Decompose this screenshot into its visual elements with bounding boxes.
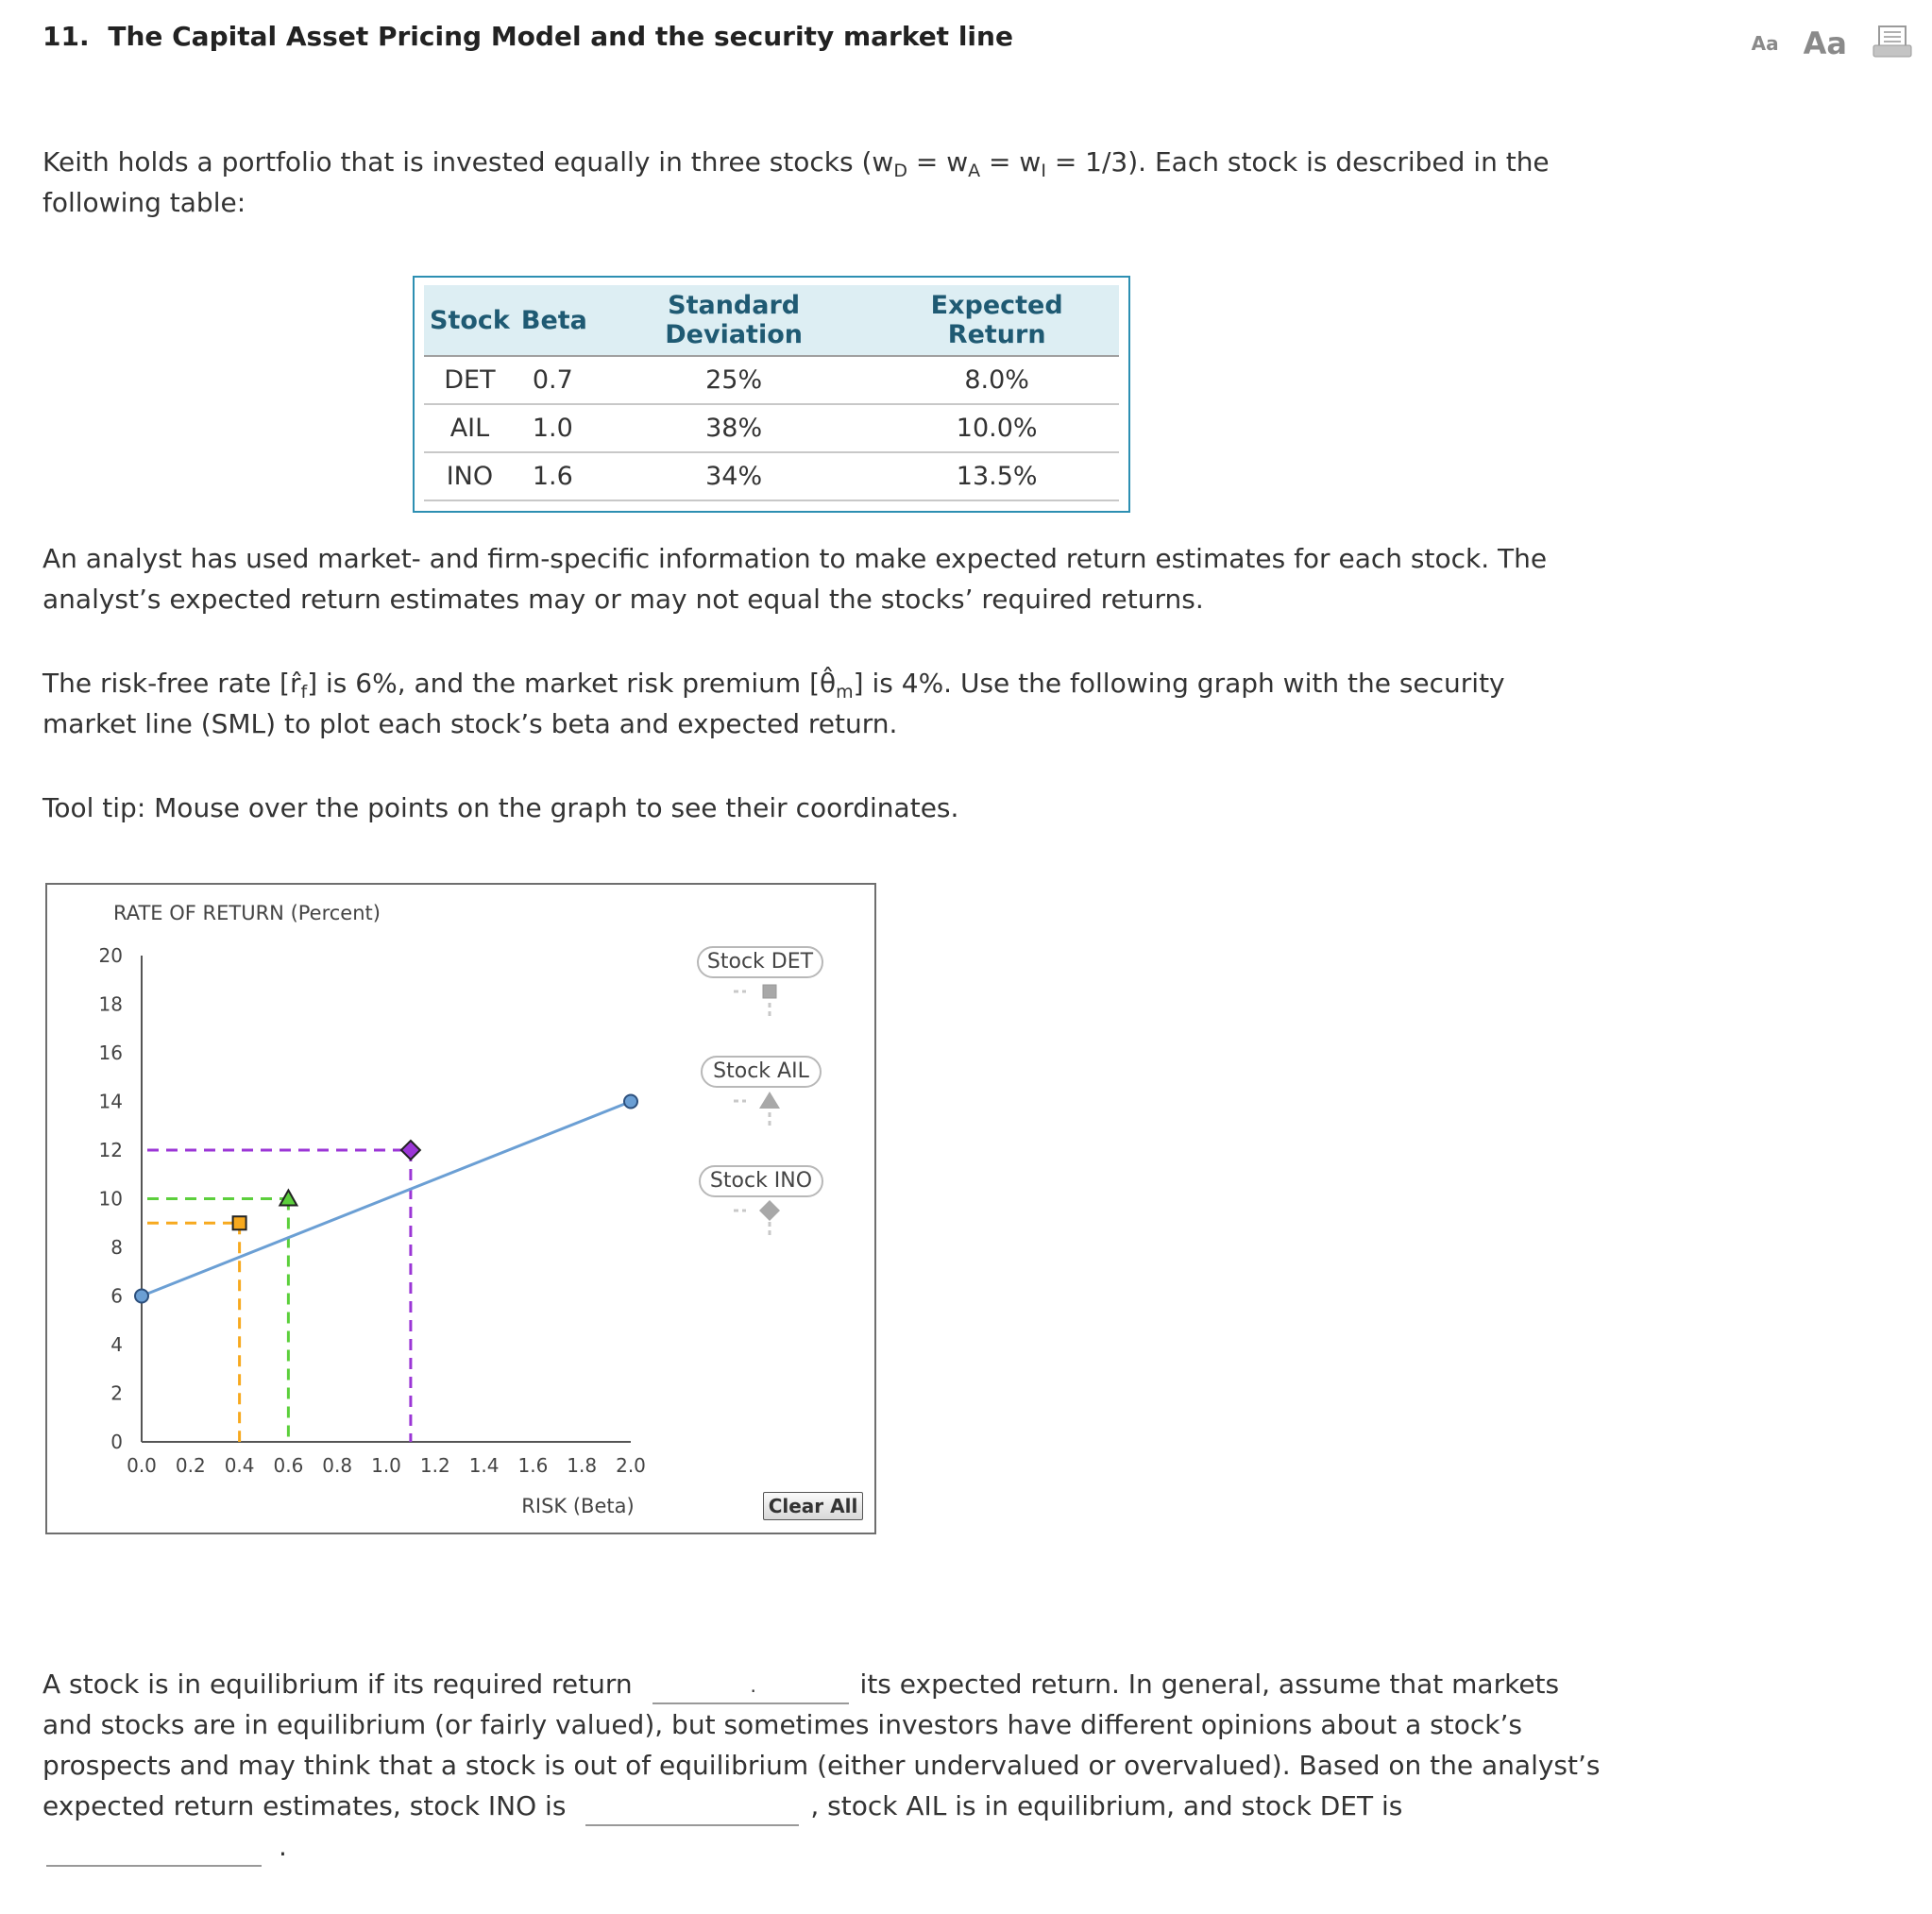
table-row xyxy=(424,356,1119,404)
question-title xyxy=(42,21,1013,52)
y-tick-label: 12 xyxy=(98,1139,123,1161)
stock-ino-tool[interactable]: Stock INO xyxy=(699,1165,823,1197)
x-tick-label: 0.4 xyxy=(224,1454,255,1477)
weight-sub-d: D xyxy=(893,161,907,181)
table-cell: 34% xyxy=(593,452,874,500)
tool-ail-marker[interactable] xyxy=(734,1092,780,1128)
stock-table xyxy=(413,276,1130,513)
x-tick-label: 1.4 xyxy=(468,1454,500,1477)
tool-ino-marker[interactable] xyxy=(734,1200,780,1239)
table-cell: 25% xyxy=(593,356,874,404)
intro-line-2: following table: xyxy=(42,187,246,218)
point-orange-square[interactable] xyxy=(233,1216,246,1229)
x-tick-label: 1.8 xyxy=(567,1454,598,1477)
equals-2: = xyxy=(980,146,1020,178)
rates-text-a: The risk-free rate [r̂ xyxy=(42,668,301,699)
rates-line-2: market line (SML) to plot each stock’s beta and expected return. xyxy=(42,708,898,739)
font-decrease-button[interactable]: Aa xyxy=(1751,32,1779,55)
font-increase-button[interactable]: Aa xyxy=(1803,25,1847,61)
column-header: Beta xyxy=(516,285,593,356)
table-cell: 1.6 xyxy=(516,452,593,500)
table-cell: 0.7 xyxy=(516,356,593,404)
equilibrium-line-5 xyxy=(42,1826,1600,1867)
sentence-end: . xyxy=(279,1831,287,1862)
y-tick-label: 10 xyxy=(98,1187,123,1211)
x-tick-label: 0.2 xyxy=(175,1454,206,1477)
table-cell: AIL xyxy=(424,404,516,452)
y-tick-label: 14 xyxy=(98,1090,123,1113)
table-row xyxy=(424,452,1119,500)
table-cell: INO xyxy=(424,452,516,500)
rf-subscript: f xyxy=(300,682,308,703)
plotted-points xyxy=(233,1141,420,1229)
table-header-row xyxy=(424,285,1119,356)
x-tick-label: 1.6 xyxy=(517,1454,549,1477)
table-cell: 38% xyxy=(593,404,874,452)
intro-line-1 xyxy=(42,142,1550,182)
x-axis-label: RISK (Beta) xyxy=(521,1495,635,1517)
y-tick-label: 8 xyxy=(110,1236,123,1259)
x-tick-label: 0.6 xyxy=(273,1454,304,1477)
equilibrium-line-2: and stocks are in equilibrium (or fairly valued), but sometimes investors have different opinions about a stock’s xyxy=(42,1709,1522,1740)
x-tick-label: 1.2 xyxy=(419,1454,450,1477)
clear-all-button[interactable]: Clear All xyxy=(763,1492,863,1520)
y-tick-label: 4 xyxy=(110,1333,123,1356)
column-header: Stock xyxy=(424,285,516,356)
analyst-line-2: analyst’s expected return estimates may or may not equal the stocks’ required returns. xyxy=(42,584,1204,615)
table-cell: 10.0% xyxy=(874,404,1119,452)
rates-line-1 xyxy=(42,663,1505,703)
sml-graph xyxy=(45,883,876,1534)
equilibrium-text-a: A stock is in equilibrium if its required return xyxy=(42,1668,633,1700)
tooltip-text: Tool tip: Mouse over the points on the graph to see their coordinates. xyxy=(42,792,959,823)
question-number: 11. xyxy=(42,21,90,52)
point-purple-diamond[interactable] xyxy=(401,1141,420,1160)
stock-det-tool[interactable]: Stock DET xyxy=(697,946,823,978)
equals-1: = xyxy=(907,146,947,178)
equilibrium-line-3: prospects and may think that a stock is out of equilibrium (either undervalued or overvalued). Based on the analyst’s xyxy=(42,1750,1601,1781)
analyst-paragraph xyxy=(42,538,1547,619)
stock-ail-tool[interactable]: Stock AIL xyxy=(701,1056,822,1088)
sml-endpoint[interactable] xyxy=(624,1095,637,1109)
weight-symbol: w xyxy=(946,146,969,178)
table-cell: 8.0% xyxy=(874,356,1119,404)
x-tick-label: 2.0 xyxy=(616,1454,646,1477)
ino-valuation-dropdown[interactable] xyxy=(585,1790,799,1826)
sml-chart-svg xyxy=(47,885,874,1533)
y-tick-label: 6 xyxy=(110,1284,123,1308)
tool-det-marker[interactable] xyxy=(734,985,776,1019)
equilibrium-line-1 xyxy=(42,1664,1600,1704)
weight-sub-a: A xyxy=(968,161,981,181)
point-guides xyxy=(147,1150,411,1442)
x-tick-labels xyxy=(127,1454,646,1477)
question-title-text: The Capital Asset Pricing Model and the security market line xyxy=(108,21,1013,52)
equilibrium-paragraph xyxy=(42,1664,1600,1867)
x-tick-label: 0.0 xyxy=(127,1454,157,1477)
column-header: Expected Return xyxy=(874,285,1119,356)
toolbar xyxy=(1752,25,1913,62)
equilibrium-line-4 xyxy=(42,1786,1600,1826)
intro-paragraph xyxy=(42,142,1550,223)
sml-endpoint[interactable] xyxy=(135,1290,148,1303)
rpm-subscript: m xyxy=(836,682,854,703)
y-tick-labels xyxy=(99,944,123,1453)
det-valuation-dropdown[interactable] xyxy=(46,1831,262,1867)
intro-text-b: = 1/3). Each stock is described in the xyxy=(1045,146,1550,178)
print-icon xyxy=(1872,25,1913,59)
weight-symbol: w xyxy=(872,146,894,178)
rates-text-b: ] is 6%, and the market risk premium [θ̂ xyxy=(307,668,837,699)
table-cell: DET xyxy=(424,356,516,404)
y-axis-label: RATE OF RETURN (Percent) xyxy=(113,902,381,924)
y-tick-label: 0 xyxy=(110,1431,123,1453)
equilibrium-text-d: , stock AIL is in equilibrium, and stock DET is xyxy=(810,1790,1403,1821)
stock-data-table xyxy=(424,285,1119,501)
intro-text-a: Keith holds a portfolio that is invested equally in three stocks ( xyxy=(42,146,873,178)
table-cell: 1.0 xyxy=(516,404,593,452)
y-tick-label: 2 xyxy=(110,1381,123,1405)
required-vs-expected-dropdown[interactable] xyxy=(652,1668,849,1704)
equilibrium-text-c: expected return estimates, stock INO is xyxy=(42,1790,567,1821)
column-header: Standard Deviation xyxy=(593,285,874,356)
y-tick-label: 18 xyxy=(98,992,123,1016)
print-button[interactable] xyxy=(1872,25,1913,62)
equilibrium-text-b: its expected return. In general, assume that markets xyxy=(859,1668,1560,1700)
y-tick-label: 20 xyxy=(98,944,123,967)
rates-text-c: ] is 4%. Use the following graph with the security xyxy=(853,668,1505,699)
analyst-line-1: An analyst has used market- and firm-specific information to make expected return estimates for each stock. The xyxy=(42,543,1548,574)
dropdown-indicator: . xyxy=(750,1674,756,1697)
weight-sub-i: I xyxy=(1041,161,1046,181)
x-tick-label: 0.8 xyxy=(322,1454,353,1477)
table-row xyxy=(424,404,1119,452)
y-tick-label: 16 xyxy=(98,1042,123,1064)
weight-symbol: w xyxy=(1019,146,1042,178)
rates-paragraph xyxy=(42,663,1505,744)
table-cell: 13.5% xyxy=(874,452,1119,500)
x-tick-label: 1.0 xyxy=(371,1454,401,1477)
